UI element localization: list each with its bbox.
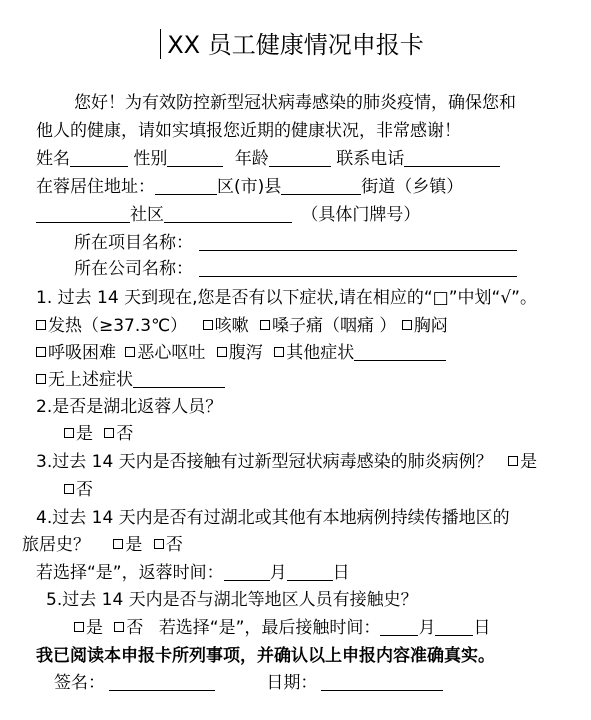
community-label: 社区 [130,205,164,225]
q3-options [64,479,93,501]
checkbox-cough[interactable] [203,320,213,330]
option-nausea: 恶心呕吐 [137,343,206,363]
checkbox-q2-yes[interactable] [64,428,74,438]
phone-label: 联系电话 [336,149,405,169]
address-row [36,176,463,198]
door-number-label: （具体门牌号） [301,205,421,225]
district-label: 区(市)县 [217,177,282,197]
q4-text-line-1: 4.过去 14 天内是否有过湖北或其他有本地病例持续传播地区的 [36,508,510,528]
option-no-symptoms: 无上述症状 [48,370,133,390]
age-field[interactable] [269,148,331,167]
name-field[interactable] [70,148,128,167]
q4-day-label: 日 [332,563,350,583]
q1-options-row-2 [36,342,446,364]
q3-yes-label: 是 [520,452,538,472]
q3-text: 3.过去 14 天内是否接触有过新型冠状病毒感染的肺炎病例？ [36,452,493,472]
q3-no-label: 否 [76,480,93,500]
q5-text: 5.过去 14 天内是否与湖北等地区人员有接触史？ [46,590,418,610]
option-sore-throat: 嗓子痛（咽痛 ） [272,316,397,336]
q2-options [64,423,133,445]
phone-field[interactable] [404,148,500,167]
company-row [74,258,517,280]
checkbox-chest-tightness[interactable] [402,320,412,330]
date-field[interactable] [321,672,443,691]
q5-month-field[interactable] [380,617,418,636]
q2-text: 2.是否是湖北返蓉人员？ [36,397,223,417]
q2-no-label: 否 [116,424,134,444]
option-chest-tightness: 胸闷 [413,316,448,336]
q3-row [36,451,537,473]
option-breathing: 呼吸困难 [48,343,116,363]
checkbox-diarrhea[interactable] [217,347,227,357]
no-symptoms-field[interactable] [133,369,225,388]
project-label: 所在项目名称： [74,233,193,253]
signature-field[interactable] [109,672,215,691]
door-number-field[interactable] [164,204,292,223]
declaration: 我已阅读本申报卡所列事项，并确认以上申报内容准确真实。 [36,646,495,666]
gender-label: 性别 [133,149,168,169]
gender-field[interactable] [167,148,223,167]
checkbox-q4-yes[interactable] [113,539,123,549]
street-label: 街道（乡镇） [361,177,464,197]
q5-row-2 [74,617,490,639]
q4-month-label: 月 [269,563,287,583]
community-field[interactable] [36,204,130,223]
q1-text: 1. 过去 14 天到现在,您是否有以下症状,请在相应的“□”中划“√”。 [36,288,537,308]
address-label: 在蓉居住地址： [36,177,155,197]
text-cursor [160,29,161,59]
checkbox-fever[interactable] [36,320,46,330]
option-cough: 咳嗽 [214,316,249,336]
q4-month-field[interactable] [224,562,270,581]
district-field[interactable] [155,176,217,195]
age-label: 年龄 [234,149,269,169]
checkbox-no-symptoms[interactable] [36,374,46,384]
checkbox-q3-yes[interactable] [508,456,518,466]
q4-day-field[interactable] [287,562,333,581]
checkbox-other-symptoms[interactable] [274,347,284,357]
checkbox-q3-no[interactable] [64,484,74,494]
checkbox-nausea[interactable] [125,347,135,357]
q5-day-field[interactable] [435,617,473,636]
q5-yes-label: 是 [86,618,103,638]
q4-text-line-2: 旅居史？ [22,535,90,555]
page-title: XX 员工健康情况申报卡 [167,31,424,59]
q5-follow-label: 若选择“是”，最后接触时间： [158,618,381,638]
q5-month-label: 月 [418,618,436,638]
basic-info-row [36,148,500,170]
q4-follow-up [36,562,350,584]
checkbox-q2-no[interactable] [104,428,114,438]
signature-row [54,672,443,694]
option-other-symptoms: 其他症状 [286,343,355,363]
q4-no-label: 否 [165,535,183,555]
q4-follow-label: 若选择“是”，返蓉时间： [36,563,224,583]
checkbox-q4-no[interactable] [154,539,164,549]
intro-line-2: 他人的健康，请如实填报您近期的健康状况，非常感谢！ [36,121,461,141]
other-symptoms-field[interactable] [354,342,446,361]
company-label: 所在公司名称： [74,259,193,279]
checkbox-q5-yes[interactable] [74,622,84,632]
community-row [36,204,420,226]
option-diarrhea: 腹泻 [228,343,263,363]
street-field[interactable] [281,176,361,195]
project-field[interactable] [199,232,517,251]
checkbox-breathing[interactable] [36,347,46,357]
date-label: 日期： [266,673,318,693]
company-field[interactable] [199,258,517,277]
q2-yes-label: 是 [76,424,93,444]
checkbox-q5-no[interactable] [114,622,124,632]
q4-yes-label: 是 [125,535,143,555]
intro-line-1: 您好！为有效防控新型冠状病毒感染的肺炎疫情，确保您和 [74,93,516,113]
q4-row-2 [22,534,183,556]
name-label: 姓名 [36,149,70,169]
project-row [74,232,517,254]
checkbox-sore-throat[interactable] [260,320,270,330]
option-fever: 发热（≥37.3℃） [48,316,188,336]
q1-options-row-1 [36,315,448,337]
q5-no-label: 否 [126,618,144,638]
q1-options-row-3 [36,369,225,391]
signature-label: 签名： [54,673,105,693]
q5-day-label: 日 [473,618,491,638]
